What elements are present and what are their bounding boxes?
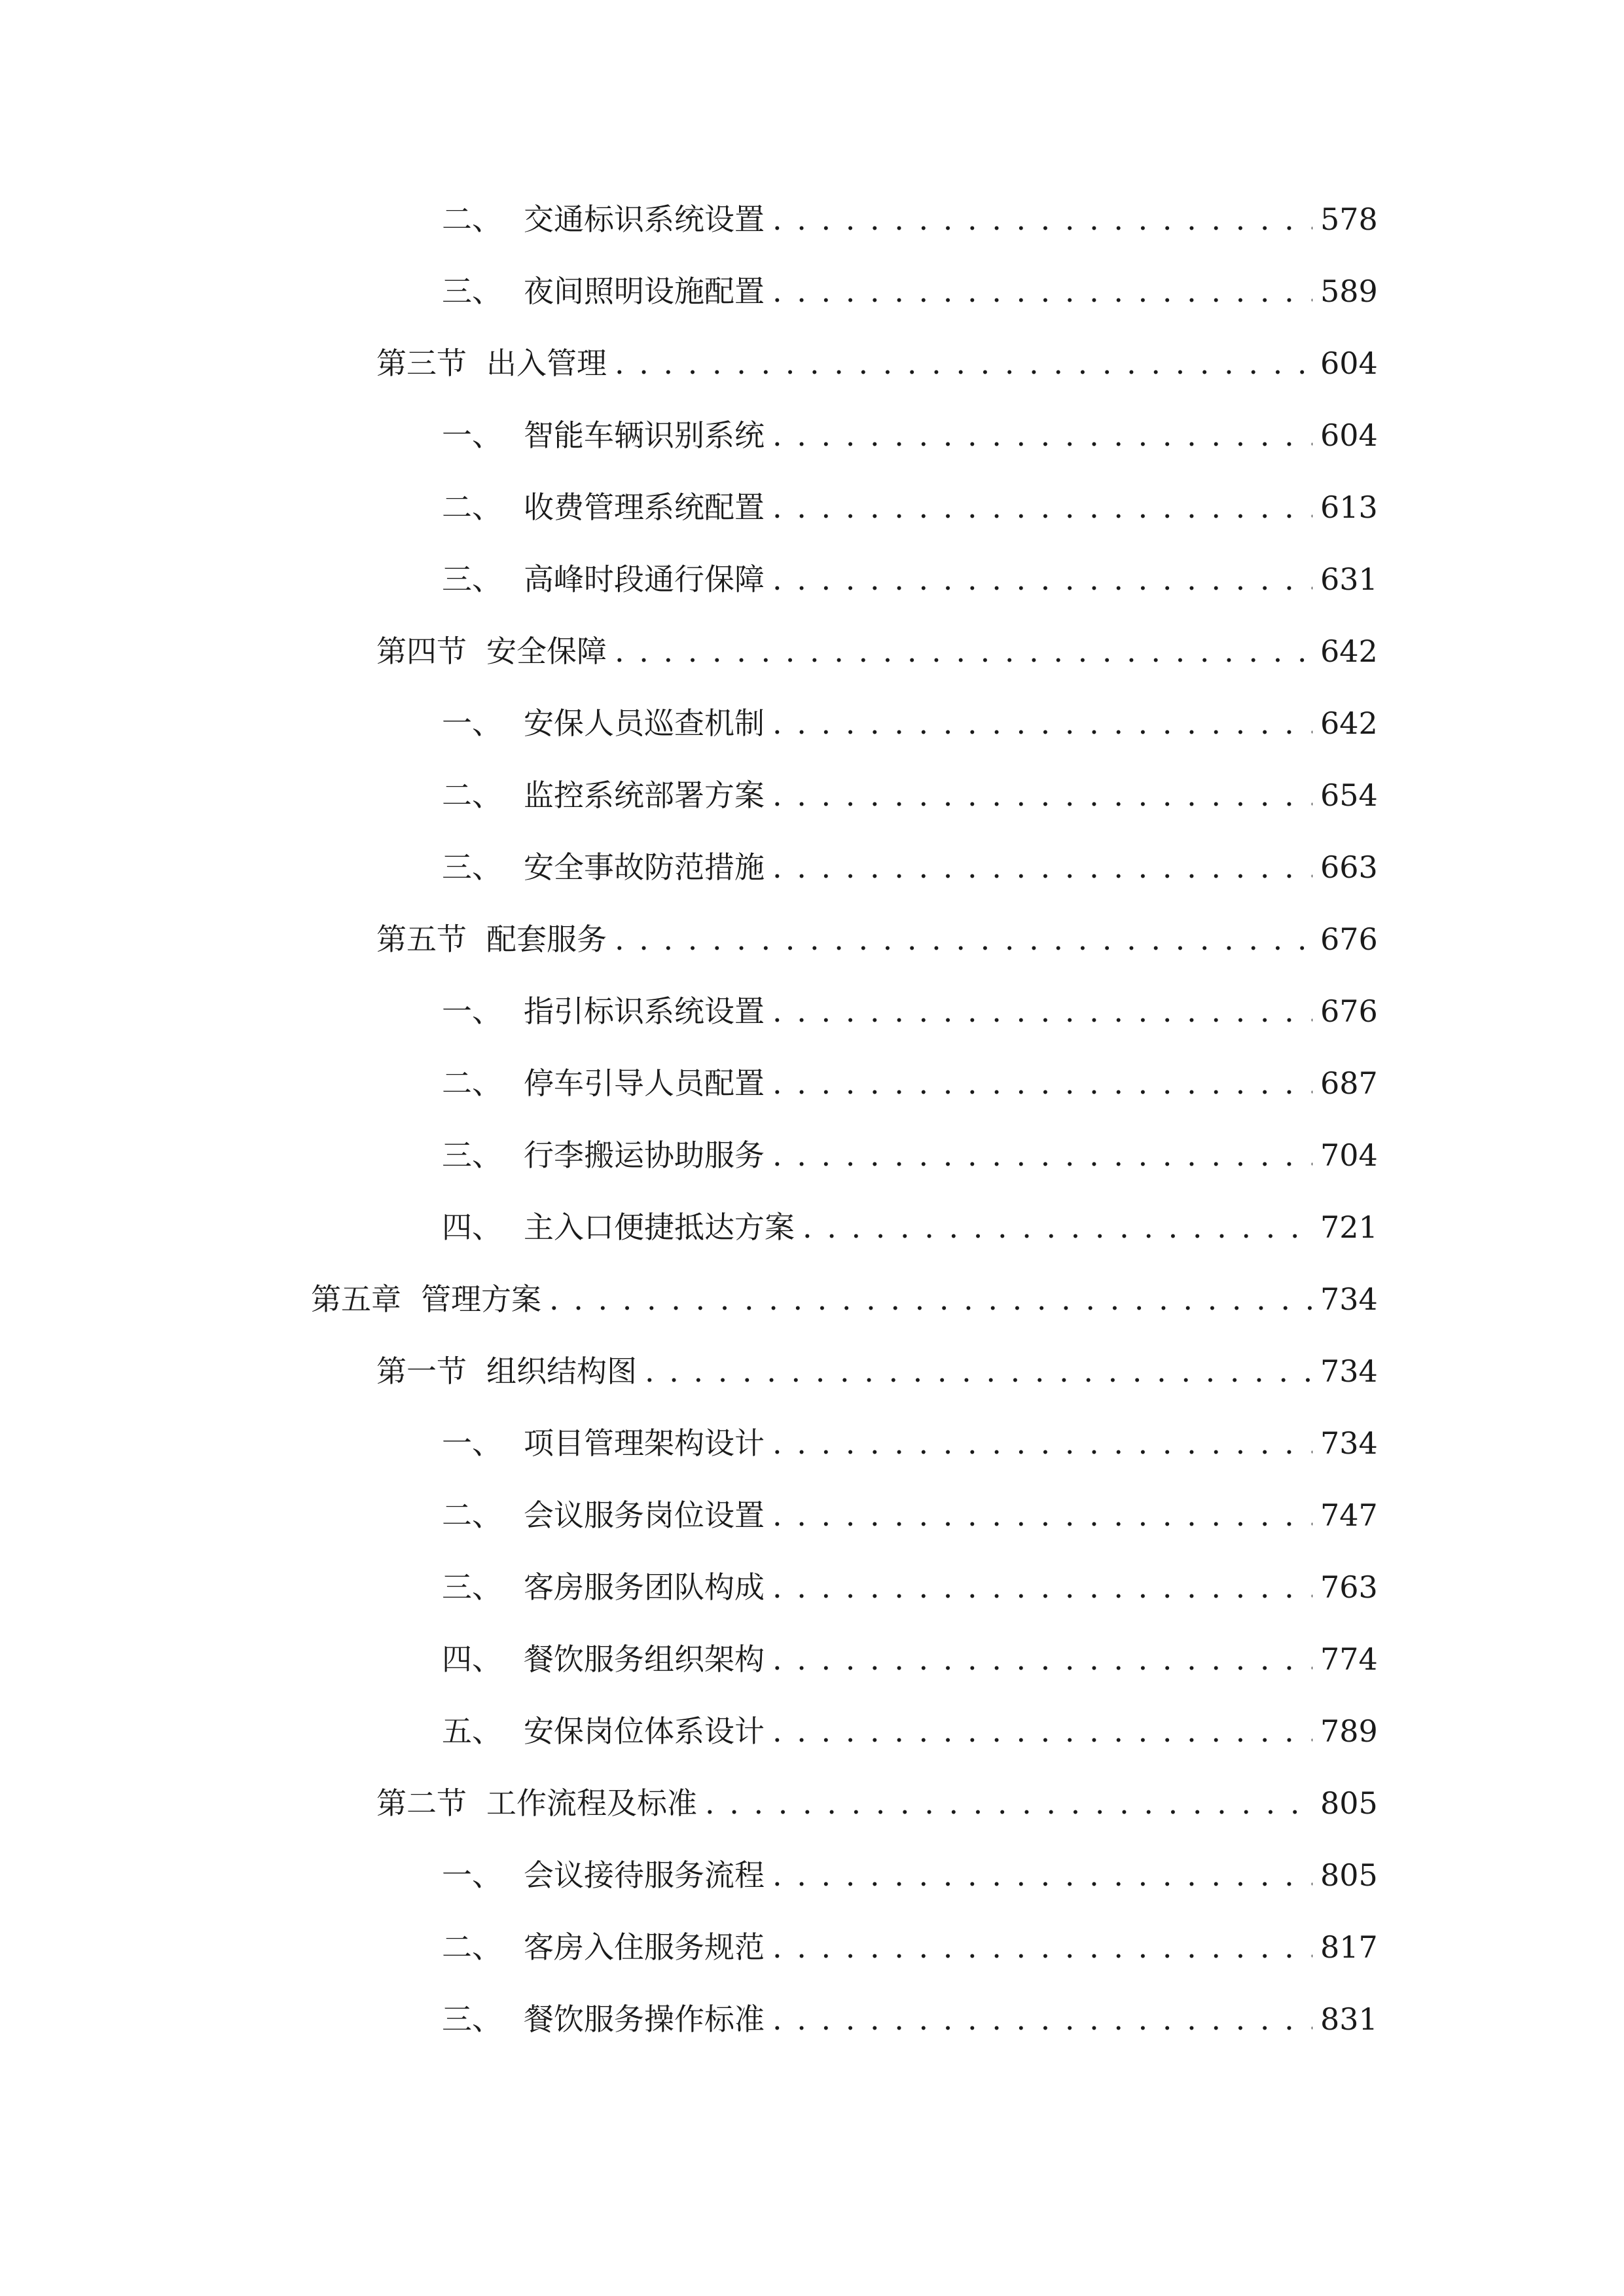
toc-entry-number: 一、	[442, 418, 502, 453]
toc-entry-number: 三、	[442, 2001, 502, 2037]
dot-leader	[549, 1276, 1312, 1322]
toc-entry-page: 805	[1320, 1785, 1378, 1821]
toc-entry[interactable]	[311, 1276, 1378, 1322]
dot-leader	[803, 1204, 1312, 1250]
toc-entry-page: 747	[1320, 1498, 1378, 1533]
dot-leader	[772, 1708, 1312, 1754]
toc-entry[interactable]	[442, 268, 1378, 314]
toc-entry-number: 一、	[442, 1857, 502, 1893]
toc-entry-page: 734	[1320, 1426, 1378, 1461]
toc-entry[interactable]	[442, 1924, 1378, 1970]
toc-entry[interactable]	[442, 1996, 1378, 2042]
toc-entry-title: 监控系统部署方案	[524, 778, 765, 813]
toc-entry-title: 指引标识系统设置	[524, 994, 765, 1029]
toc-entry-page: 789	[1320, 1713, 1378, 1749]
toc-entry-title: 餐饮服务组织架构	[524, 1641, 765, 1677]
dot-leader	[615, 628, 1312, 674]
toc-entry[interactable]	[376, 916, 1378, 962]
dot-leader	[615, 340, 1312, 386]
dot-leader	[772, 700, 1312, 746]
toc-entry-title: 收费管理系统配置	[524, 490, 765, 525]
dot-leader	[772, 1996, 1312, 2042]
dot-leader	[772, 772, 1312, 818]
dot-leader	[772, 484, 1312, 530]
toc-entry-title: 交通标识系统设置	[524, 202, 765, 237]
toc-entry-title: 安全事故防范措施	[524, 850, 765, 885]
toc-entry-page: 763	[1320, 1570, 1378, 1605]
dot-leader	[645, 1348, 1312, 1394]
toc-entry-number: 一、	[442, 706, 502, 741]
toc-entry[interactable]	[442, 844, 1378, 890]
toc-entry[interactable]	[442, 1492, 1378, 1538]
dot-leader	[772, 1132, 1312, 1178]
toc-entry[interactable]	[376, 1348, 1378, 1394]
toc-entry-number: 二、	[442, 778, 502, 813]
toc-entry[interactable]	[376, 628, 1378, 674]
toc-entry-number: 第二节	[376, 1785, 467, 1821]
toc-entry[interactable]	[442, 1132, 1378, 1178]
toc-entry[interactable]	[442, 1708, 1378, 1754]
toc-entry-page: 676	[1320, 994, 1378, 1029]
dot-leader	[772, 556, 1312, 602]
toc-entry-number: 五、	[442, 1713, 502, 1749]
toc-entry-number: 第一节	[376, 1354, 467, 1389]
toc-entry-page: 604	[1320, 418, 1378, 453]
dot-leader	[772, 412, 1312, 458]
toc-entry-number: 二、	[442, 490, 502, 525]
toc-entry-page: 654	[1320, 778, 1378, 813]
toc-entry-number: 第五章	[311, 1282, 401, 1317]
toc-entry-page: 817	[1320, 1929, 1378, 1965]
toc-entry-number: 二、	[442, 1066, 502, 1101]
toc-entry-page: 589	[1320, 274, 1378, 309]
dot-leader	[772, 1420, 1312, 1466]
toc-entry-title: 会议服务岗位设置	[524, 1498, 765, 1533]
toc-entry-number: 三、	[442, 1570, 502, 1605]
toc-entry-title: 行李搬运协助服务	[524, 1138, 765, 1173]
toc-entry-number: 第四节	[376, 634, 467, 669]
toc-entry-title: 客房入住服务规范	[524, 1929, 765, 1965]
toc-entry-page: 734	[1320, 1282, 1378, 1317]
toc-entry-title: 项目管理架构设计	[524, 1426, 765, 1461]
dot-leader	[772, 1492, 1312, 1538]
toc-entry-number: 一、	[442, 994, 502, 1029]
toc-entry-number: 四、	[442, 1641, 502, 1677]
toc-entry-page: 805	[1320, 1857, 1378, 1893]
toc-entry-title: 安全保障	[486, 634, 607, 669]
toc-entry-number: 四、	[442, 1210, 502, 1245]
toc-entry-title: 夜间照明设施配置	[524, 274, 765, 309]
toc-entry[interactable]	[442, 412, 1378, 458]
toc-entry[interactable]	[442, 772, 1378, 818]
toc-entry[interactable]	[442, 700, 1378, 746]
toc-entry-page: 676	[1320, 922, 1378, 957]
toc-entry-title: 安保人员巡查机制	[524, 706, 765, 741]
toc-entry-number: 三、	[442, 850, 502, 885]
toc-entry-page: 721	[1320, 1210, 1378, 1245]
toc-entry-title: 工作流程及标准	[486, 1785, 697, 1821]
toc-entry[interactable]	[442, 556, 1378, 602]
toc-entry-title: 停车引导人员配置	[524, 1066, 765, 1101]
toc-entry-number: 一、	[442, 1426, 502, 1461]
toc-entry-title: 组织结构图	[486, 1354, 637, 1389]
toc-entry[interactable]	[376, 340, 1378, 386]
dot-leader	[705, 1780, 1312, 1826]
toc-entry[interactable]	[442, 1060, 1378, 1106]
dot-leader	[615, 916, 1312, 962]
toc-entry[interactable]	[442, 196, 1378, 242]
toc-entry-title: 高峰时段通行保障	[524, 562, 765, 597]
toc-entry[interactable]	[442, 1636, 1378, 1682]
toc-entry-page: 642	[1320, 634, 1378, 669]
toc-entry-page: 774	[1320, 1641, 1378, 1677]
toc-entry-number: 第三节	[376, 346, 467, 381]
dot-leader	[772, 844, 1312, 890]
toc-entry-page: 578	[1320, 202, 1378, 237]
toc-entry-title: 管理方案	[421, 1282, 541, 1317]
toc-entry-title: 智能车辆识别系统	[524, 418, 765, 453]
dot-leader	[772, 268, 1312, 314]
toc-entry-page: 642	[1320, 706, 1378, 741]
toc-entry-title: 餐饮服务操作标准	[524, 2001, 765, 2037]
toc-entry-title: 配套服务	[486, 922, 607, 957]
toc-entry-page: 663	[1320, 850, 1378, 885]
toc-entry[interactable]	[442, 1564, 1378, 1610]
toc-entry-number: 三、	[442, 1138, 502, 1173]
toc-entry-page: 687	[1320, 1066, 1378, 1101]
toc-entry-number: 第五节	[376, 922, 467, 957]
toc-entry-title: 会议接待服务流程	[524, 1857, 765, 1893]
toc-entry-title: 出入管理	[486, 346, 607, 381]
dot-leader	[772, 1564, 1312, 1610]
toc-entry[interactable]	[442, 988, 1378, 1034]
toc-entry-page: 613	[1320, 490, 1378, 525]
toc-entry[interactable]	[442, 484, 1378, 530]
dot-leader	[772, 1852, 1312, 1898]
toc-entry-number: 三、	[442, 274, 502, 309]
toc-entry-title: 安保岗位体系设计	[524, 1713, 765, 1749]
toc-entry-page: 734	[1320, 1354, 1378, 1389]
toc-entry-number: 三、	[442, 562, 502, 597]
dot-leader	[772, 1060, 1312, 1106]
toc-entry[interactable]	[442, 1204, 1378, 1250]
toc-entry[interactable]	[442, 1420, 1378, 1466]
toc-entry-page: 831	[1320, 2001, 1378, 2037]
toc-entry-number: 二、	[442, 1498, 502, 1533]
dot-leader	[772, 988, 1312, 1034]
toc-entry-page: 704	[1320, 1138, 1378, 1173]
toc-entry-number: 二、	[442, 202, 502, 237]
toc-entry[interactable]	[376, 1780, 1378, 1826]
toc-entry[interactable]	[442, 1852, 1378, 1898]
dot-leader	[772, 1924, 1312, 1970]
toc-entry-number: 二、	[442, 1929, 502, 1965]
dot-leader	[772, 196, 1312, 242]
toc-entry-page: 604	[1320, 346, 1378, 381]
toc-entry-title: 客房服务团队构成	[524, 1570, 765, 1605]
toc-entry-title: 主入口便捷抵达方案	[524, 1210, 795, 1245]
dot-leader	[772, 1636, 1312, 1682]
toc-entry-page: 631	[1320, 562, 1378, 597]
